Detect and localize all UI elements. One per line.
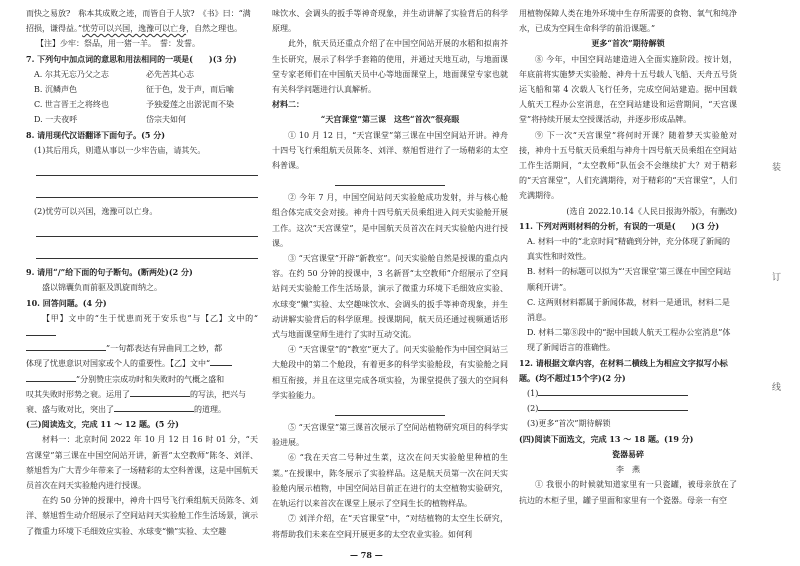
material-2-para: ⑨ 下一次“天宫课堂”将何时开课？随着梦天实验舱对接，神舟十五号航天员乘组与神舟十四号航天员乘组在空间站工作生活期间，“太空教师”队伍会不会继续扩大？对于精彩的“天宫课堂”，人们充满期待，对于精彩的“天宫课堂”，人们充满期待。 (519, 130, 737, 201)
material-2-para: ④ “天宫课堂”的“教室”更大了。问天实验舱作为中国空间站三大舱段中的第二个舱段，有着更多的科学实验舱段，有实验舱之间相互衔接，并且在这里完成各项实验，为课堂提供了强大的空间科学实验能力。 (272, 345, 508, 400)
q10-text (26, 372, 258, 387)
source-citation: (选自 2022.10.14《人民日报海外版》，有删改) (566, 206, 737, 216)
q12-item: (3)更多“首次”期待解锁 (527, 419, 611, 429)
article-author: 李 燕 (616, 465, 640, 475)
option-c: C. 这两则材料都属于新闻体裁，材料一是通讯，材料二是消息。 (527, 297, 730, 323)
text-span: (2) (527, 404, 539, 414)
text-span: (1) (527, 389, 539, 399)
subheading: 更多“首次”期待解锁 (591, 38, 665, 49)
material-2-title: “天宫课堂”第三课 这些“首次”很亮眼 (320, 114, 460, 125)
subtitle-blank-line[interactable] (335, 177, 445, 186)
question-7: 7. 下列句中加点词的意思和用法相同的一项是( )(3 分) (26, 53, 237, 64)
blank[interactable] (26, 326, 56, 336)
text-line (26, 21, 258, 36)
middle-column (272, 6, 508, 542)
material-2-label: 材料二： (272, 99, 304, 110)
material-2-para: ⑥ “我在天宫二号种过生菜，这次在问天实验舱里种植的生菜。”在授课中，陈冬展示了实验样品。这是航天员第一次在问天实验舱内展示植物，中国空间站目前正在进行的太空植物实验研究，在轨运行以来首次在课堂上展示了空间生长的植物样品。 (272, 453, 508, 509)
q9-text: 盛以锦囊负而前驱及凯旋而纳之。 (42, 283, 162, 293)
text-para: 用植物保障人类在地外环境中生存所需要的食物、氧气和纯净水，已成为空间生命科学的前沿课题。” (519, 9, 737, 34)
q8-sentence-2: (2)忧劳可以兴国，逸豫可以亡身。 (34, 207, 158, 217)
question-12: 12. 请根据文章内容，在材料二横线上为相应文字拟写小标题。(均不超过15个字)(2 分) (519, 357, 728, 383)
answer-line[interactable] (36, 182, 258, 198)
text-span: 的道理。 (194, 405, 226, 415)
option-b: B. 材料一的标题可以拟为“‘天宫课堂’第三课在中国空间站顺利开讲”。 (527, 267, 732, 292)
text-span: 的写法，把兴与 (190, 389, 246, 399)
question-11: 11. 下列对两则材料的分析，有误的一项是( )(3 分) (519, 220, 720, 231)
q10-text (26, 311, 258, 341)
text-line: 而快之易放? 称本其成败之迹，而皆自于人欤? 《书》曰：“满 (26, 9, 251, 18)
answer-blank[interactable] (538, 386, 688, 396)
binding-margin-mark: 线 (772, 383, 782, 393)
text-para: 此外，航天员还重点介绍了在中国空间站开展的水稻和拟南芥生长研究，展示了科学手套箱的使用，并通过天地互动，与地面课堂专家老师们在中国航天员中心等地面课堂上，地面课堂专家也就有关科学问题进行认真解析。 (272, 39, 508, 95)
option-a: A. 材料一中的“北京时间”精确到分钟，充分体现了新闻的真实性和时效性。 (527, 237, 731, 262)
text-span: ，自然之理也。 (186, 24, 243, 34)
page-number: — 78 — (350, 550, 383, 560)
binding-margin-mark: 订 (772, 273, 782, 283)
subtitle-blank-line[interactable] (335, 407, 445, 416)
option-b-right: 征于色，发于声，而后喻 (146, 85, 234, 95)
blank[interactable] (26, 341, 106, 351)
option-c-left: C. 世言晋王之将终也 (34, 100, 109, 110)
text-span: 招损，谦得益。” (26, 24, 83, 34)
q10-text (26, 402, 258, 417)
answer-line[interactable] (36, 160, 258, 176)
q10-text (26, 356, 258, 371)
material-2-para: ① 10 月 12 日，“天宫课堂”第三课在中国空间站开讲。神舟十四号飞行乘组航天员陈冬、刘洋、蔡旭哲进行了一场精彩的太空科普课。 (272, 130, 508, 171)
underlined-sentence: 忧劳可以兴国，逸豫可以亡身 (82, 24, 187, 34)
option-d: D. 材料二第⑧段中的“据中国载人航天工程办公室消息”体现了新闻语言的准确性。 (527, 328, 731, 353)
note: 【注】少牢：祭品，用一猪一羊。 誓：发誓。 (36, 39, 200, 49)
binding-margin-mark: 装 (772, 163, 782, 173)
blank[interactable] (26, 372, 76, 382)
text-span: 衰、盛与败对比，突出了 (26, 405, 114, 415)
section-4-heading: (四)阅读下面选文，完成 13 ～ 18 题。(19 分) (519, 433, 694, 444)
text-para: 味饮水、会调头的扳手等神奇现象，并生动讲解了实验背后的科学原理。 (272, 9, 508, 34)
blank[interactable] (210, 356, 232, 366)
option-c-right: 予独爱莲之出淤泥而不染 (146, 100, 234, 110)
text-span: 【甲】文中的“生于忧患而死于安乐也”与【乙】文中的“ (42, 313, 258, 323)
article-title: 瓷器易碎 (612, 448, 644, 459)
q8-sentence-1: (1)其后用兵，则遣从事以一少牢告庙，请其矢。 (34, 145, 206, 155)
text-span: ”分别赞庄宗成功时和失败时的气概之盛和 (76, 374, 225, 384)
q12-item (519, 401, 737, 416)
q10-text (26, 387, 258, 402)
material-1-para: 在约 50 分钟的授课中，神舟十四号飞行乘组航天员陈冬、刘洋、蔡旭哲生动介绍展示了空间站问天实验舱工作生活场景，演示了微重力环境下毛细效应实验、水球变“懒”实验、太空趣 (26, 496, 258, 536)
option-row (26, 67, 258, 82)
option-row (26, 97, 258, 112)
text-span: 叹其失败时形势之衰。运用了 (26, 389, 130, 399)
question-10: 10. 回答问题。(4 分) (26, 297, 107, 308)
option-b-left: B. 沉鳞声色 (34, 85, 77, 95)
question-9: 9. 请用“/”给下面的句子断句。(断两处)(2 分) (26, 267, 193, 278)
blank[interactable] (130, 387, 190, 397)
option-row (26, 82, 258, 97)
answer-line[interactable] (36, 221, 258, 237)
text-span: 体现了忧患意识对国家或个人的重要性。【乙】文中“ (26, 359, 211, 369)
option-row (26, 112, 258, 127)
right-column (519, 6, 737, 508)
option-a-left: A. 尔其无忘乃父之志 (34, 69, 109, 79)
material-2-para: ② 今年 7 月，中国空间站问天实验舱成功发射，并与核心舱组合体完成交会对接。神舟十四号航天员乘组进入问天实验舱开展工作。这次“天宫课堂”，是中国航天员首次在问天实验舱内进行授课。 (272, 193, 508, 248)
material-2-para: ③ “天宫课堂”开辟“新教室”。问天实验舱自然是授课的重点内容。在约 50 分钟的授课中，3 名新晋“太空教师”介绍展示了空间站问天实验舱工作生活场景，演示了微重力环境下毛细效应实验、水球变“懒”实验、太空趣味饮水、会调头的扳手等神奇现象，并生动讲解实验背后的科学原理。授课期间，航天员还通过视频通话形式与地面课堂师生进行了实时互动交流。 (272, 254, 508, 340)
text-span: ”一句都表达有异曲同工之妙，都 (106, 344, 223, 354)
option-d-right: 岱宗夫如何 (146, 115, 186, 125)
section-3-heading: (三)阅读选文，完成 11 ～ 12 题。(5 分) (26, 419, 179, 430)
material-2-para: ⑧ 今年，中国空间站建造进入全面实施阶段。按计划，年底前将实施梦天实验舱、神舟十五号载人飞船、天舟五号货运飞船和第 4 次载人飞行任务，完成空间站建造。据中国载人航天工程办公室消息，在空间站建设和运营期间，“天宫课堂”将持续开展太空授课活动，并逐步形成品牌。 (519, 54, 737, 125)
material-1-para: 材料一：北京时间 2022 年 10 月 12 日 16 时 01 分，“天宫课堂”第三课在中国空间站开讲，新晋“太空教师”陈冬、刘洋、蔡旭哲为广大青少年带来了一场精彩的太空科普课，这是中国航天员首次在问天实验舱内进行授课。 (26, 435, 258, 491)
question-8: 8. 请用现代汉语翻译下面句子。(5 分) (26, 129, 166, 140)
option-d-left: D. 一夫夜呼 (34, 115, 78, 125)
answer-line[interactable] (36, 243, 258, 259)
q10-text (26, 341, 258, 356)
article-para: ① 我很小的时候就知道家里有一只瓷罐，被母亲放在了抗边的木柜子里，罐子里面和家里有一个瓷器。母亲一有空 (519, 480, 737, 505)
material-2-para: ⑦ 刘洋介绍，在“天宫课堂”中，“对结植物的太空生长研究，将帮助我们未来在空间开展更多的太空农业实验。如何利 (272, 514, 508, 539)
material-2-para: ⑤ “天宫课堂”第三课首次展示了空间站植物研究项目的科学实验进展。 (272, 423, 508, 448)
blank[interactable] (114, 402, 194, 412)
q12-item (519, 386, 737, 401)
left-column (26, 6, 258, 539)
answer-blank[interactable] (538, 401, 688, 411)
option-a-right: 必先苦其心志 (146, 69, 194, 79)
